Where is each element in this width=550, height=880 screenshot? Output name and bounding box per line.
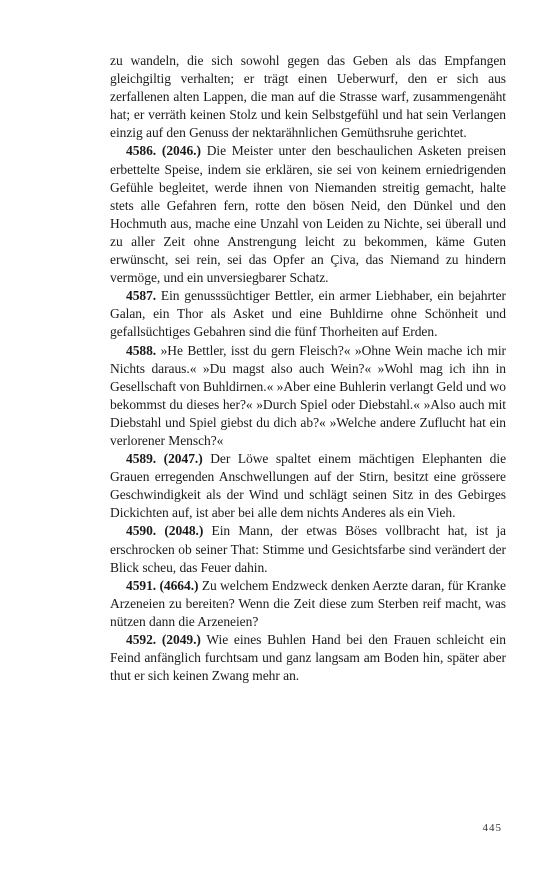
entry-number: 4589. (2047.) bbox=[126, 451, 203, 467]
entry-number: 4591. (4664.) bbox=[126, 577, 199, 593]
entry-4587 bbox=[110, 287, 506, 341]
entry-4588 bbox=[110, 342, 506, 451]
entry-text: »He Bettler, isst du gern Fleisch?« »Ohne Wein mache ich mir Nichts daraus.« »Du magst also auch Wein?« »Wohl mag ich ihn in Gesellschaft von Buhldirnen.« »Aber eine Buhlerin verlangt Geld und wo bekommst du dieses her?« »Durch Spiel oder Diebstahl.« »Also auch mit Diebstahl und Spiel giebst du dich ab?« »Welche andere Zuflucht hat ein verlorener Mensch?« bbox=[110, 342, 506, 448]
entry-number: 4590. (2048.) bbox=[126, 523, 204, 539]
page-body bbox=[110, 52, 506, 685]
entry-number: 4592. (2049.) bbox=[126, 632, 201, 647]
continuation-paragraph: zu wandeln, die sich sowohl gegen das Geben als das Empfangen gleichgiltig verhalten; er trägt einen Ueberwurf, den er sich aus zerfallenen alten Lappen, die man auf die Strasse warf, zusammengenäht hat; er verräth keinen Stolz und kein Selbstgefühl und hat sein Verlangen einzig auf den Genuss der nektarähnlichen Gemüthsruhe gerichtet. bbox=[110, 53, 506, 141]
entry-number: 4587. bbox=[126, 288, 157, 304]
entry-4592 bbox=[110, 631, 506, 685]
entry-4589 bbox=[110, 450, 506, 522]
entry-text: Die Meister unter den beschaulichen Asketen preisen erbettelte Speise, indem sie erklären, sie sei von keinem erniedrigenden Gefühle begleitet, werde ihnen von Niemanden streitig gemacht, halte stets alle Gefahren fern, rotte den bösen Neid, den Dünkel und den Hochmuth aus, mache eine Unzahl von Leiden zu Nichte, sei überall und zu aller Zeit ohne Anstrengung leicht zu bekommen, käme Guten erwünscht, sei rein, sei das Opfer an Çiva, das Niemand zu hindern vermöge, und ein unversiegbarer Schatz. bbox=[110, 143, 506, 286]
entry-text: Zu welchem Endzweck denken Aerzte daran, für Kranke Arzeneien zu bereiten? Wenn die Zeit diese zum Sterben reif macht, was nützen dann die Arzeneien? bbox=[110, 577, 506, 629]
entry-text: Der Löwe spaltet einem mächtigen Elephanten die Grauen erregenden Anschwellungen auf der Stirn, besitzt eine grössere Geschwindigkeit als der Wind und schlägt seinen Sitz in des Gebirges Dickichten auf, ist aber bei alle dem nichts Anderes als ein Vieh. bbox=[110, 451, 507, 521]
entry-number: 4588. bbox=[126, 342, 157, 358]
entry-number: 4586. (2046.) bbox=[126, 143, 201, 159]
entry-text: Ein genusssüchtiger Bettler, ein armer Liebhaber, ein bejahrter Galan, ein Thor als Asket und eine Buhldirne ohne Schönheit und gefallsüchtiges Gebahren sind die fünf Thorheiten auf Erden. bbox=[110, 288, 506, 340]
entry-text: Ein Mann, der etwas Böses vollbracht hat, ist ja erschrocken ob seiner That: Stimme und Gesichtsfarbe sind verändert der Blick scheu, das Feuer dahin. bbox=[110, 523, 507, 575]
entry-4591 bbox=[110, 577, 506, 631]
entry-text: Wie eines Buhlen Hand bei den Frauen schleicht ein Feind anfänglich furchtsam und ganz langsam am Boden hin, später aber thut er sich keinen Zwang mehr an. bbox=[110, 632, 506, 684]
entry-4586 bbox=[110, 142, 506, 287]
entry-4590 bbox=[110, 522, 506, 576]
page-number: 445 bbox=[482, 822, 502, 834]
